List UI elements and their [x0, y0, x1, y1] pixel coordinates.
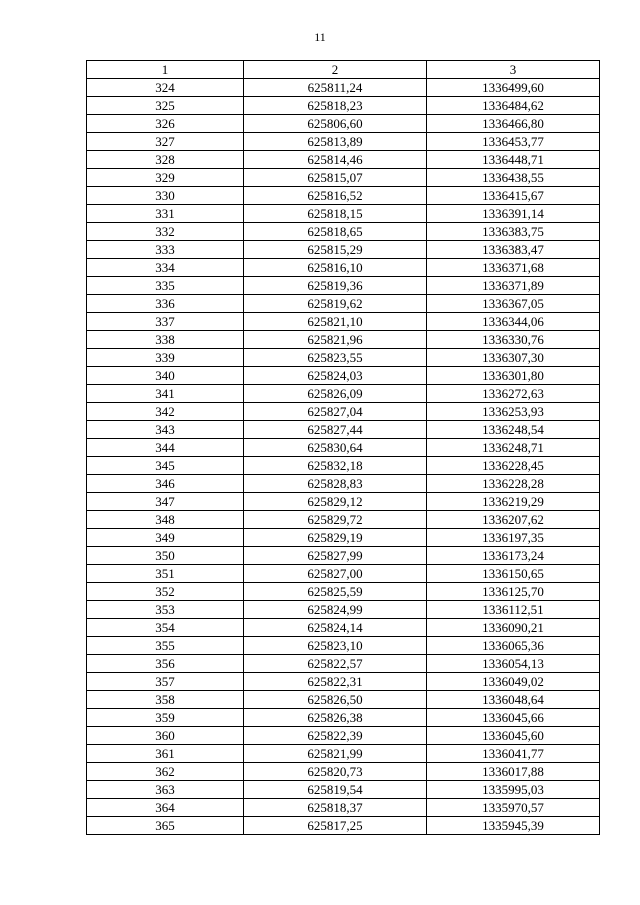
x-coordinate-cell: 625806,60: [244, 115, 427, 133]
header-row: [87, 61, 600, 79]
y-coordinate-cell: 1336466,80: [427, 115, 600, 133]
column-header-2: 2: [244, 61, 427, 79]
table-row: [87, 79, 600, 97]
x-coordinate-cell: 625827,00: [244, 565, 427, 583]
table-row: [87, 421, 600, 439]
table-row: [87, 169, 600, 187]
point-number-cell: 327: [87, 133, 244, 151]
table-row: [87, 367, 600, 385]
x-coordinate-cell: 625815,29: [244, 241, 427, 259]
table-row: [87, 331, 600, 349]
page-number: 11: [314, 30, 326, 44]
x-coordinate-cell: 625822,31: [244, 673, 427, 691]
point-number-cell: 325: [87, 97, 244, 115]
point-number-cell: 341: [87, 385, 244, 403]
point-number-cell: 352: [87, 583, 244, 601]
point-number-cell: 350: [87, 547, 244, 565]
y-coordinate-cell: 1336330,76: [427, 331, 600, 349]
x-coordinate-cell: 625829,72: [244, 511, 427, 529]
x-coordinate-cell: 625825,59: [244, 583, 427, 601]
point-number-cell: 330: [87, 187, 244, 205]
x-coordinate-cell: 625818,15: [244, 205, 427, 223]
table-row: [87, 277, 600, 295]
table-row: [87, 295, 600, 313]
point-number-cell: 335: [87, 277, 244, 295]
point-number-cell: 337: [87, 313, 244, 331]
x-coordinate-cell: 625821,96: [244, 331, 427, 349]
x-coordinate-cell: 625815,07: [244, 169, 427, 187]
y-coordinate-cell: 1336307,30: [427, 349, 600, 367]
x-coordinate-cell: 625823,55: [244, 349, 427, 367]
y-coordinate-cell: 1336049,02: [427, 673, 600, 691]
y-coordinate-cell: 1335995,03: [427, 781, 600, 799]
table-row: [87, 763, 600, 781]
y-coordinate-cell: 1336484,62: [427, 97, 600, 115]
point-number-cell: 349: [87, 529, 244, 547]
table-row: [87, 547, 600, 565]
table-row: [87, 403, 600, 421]
x-coordinate-cell: 625820,73: [244, 763, 427, 781]
y-coordinate-cell: 1336207,62: [427, 511, 600, 529]
table-header: [87, 61, 600, 79]
table-row: [87, 799, 600, 817]
table-row: [87, 457, 600, 475]
point-number-cell: 340: [87, 367, 244, 385]
y-coordinate-cell: 1336301,80: [427, 367, 600, 385]
table-row: [87, 565, 600, 583]
y-coordinate-cell: 1336448,71: [427, 151, 600, 169]
x-coordinate-cell: 625822,39: [244, 727, 427, 745]
x-coordinate-cell: 625819,54: [244, 781, 427, 799]
y-coordinate-cell: 1336045,66: [427, 709, 600, 727]
table-row: [87, 97, 600, 115]
y-coordinate-cell: 1336499,60: [427, 79, 600, 97]
point-number-cell: 357: [87, 673, 244, 691]
table-body: [87, 79, 600, 835]
table-row: [87, 439, 600, 457]
table-row: [87, 241, 600, 259]
y-coordinate-cell: 1336367,05: [427, 295, 600, 313]
table-row: [87, 259, 600, 277]
point-number-cell: 344: [87, 439, 244, 457]
table-row: [87, 115, 600, 133]
x-coordinate-cell: 625814,46: [244, 151, 427, 169]
y-coordinate-cell: 1336041,77: [427, 745, 600, 763]
x-coordinate-cell: 625818,37: [244, 799, 427, 817]
x-coordinate-cell: 625827,99: [244, 547, 427, 565]
point-number-cell: 336: [87, 295, 244, 313]
x-coordinate-cell: 625829,12: [244, 493, 427, 511]
table-row: [87, 691, 600, 709]
y-coordinate-cell: 1336248,71: [427, 439, 600, 457]
point-number-cell: 339: [87, 349, 244, 367]
y-coordinate-cell: 1336415,67: [427, 187, 600, 205]
x-coordinate-cell: 625818,65: [244, 223, 427, 241]
table-row: [87, 583, 600, 601]
table-row: [87, 205, 600, 223]
point-number-cell: 348: [87, 511, 244, 529]
x-coordinate-cell: 625826,09: [244, 385, 427, 403]
x-coordinate-cell: 625821,10: [244, 313, 427, 331]
x-coordinate-cell: 625827,04: [244, 403, 427, 421]
x-coordinate-cell: 625816,10: [244, 259, 427, 277]
point-number-cell: 362: [87, 763, 244, 781]
coordinates-table: [86, 60, 600, 835]
table-row: [87, 601, 600, 619]
y-coordinate-cell: 1336272,63: [427, 385, 600, 403]
y-coordinate-cell: 1336197,35: [427, 529, 600, 547]
x-coordinate-cell: 625816,52: [244, 187, 427, 205]
x-coordinate-cell: 625828,83: [244, 475, 427, 493]
point-number-cell: 358: [87, 691, 244, 709]
y-coordinate-cell: 1336125,70: [427, 583, 600, 601]
y-coordinate-cell: 1335945,39: [427, 817, 600, 835]
point-number-cell: 338: [87, 331, 244, 349]
y-coordinate-cell: 1336383,75: [427, 223, 600, 241]
y-coordinate-cell: 1336344,06: [427, 313, 600, 331]
x-coordinate-cell: 625821,99: [244, 745, 427, 763]
point-number-cell: 354: [87, 619, 244, 637]
y-coordinate-cell: 1336371,68: [427, 259, 600, 277]
point-number-cell: 353: [87, 601, 244, 619]
x-coordinate-cell: 625819,62: [244, 295, 427, 313]
point-number-cell: 331: [87, 205, 244, 223]
table-row: [87, 655, 600, 673]
y-coordinate-cell: 1336453,77: [427, 133, 600, 151]
table-row: [87, 187, 600, 205]
point-number-cell: 351: [87, 565, 244, 583]
x-coordinate-cell: 625827,44: [244, 421, 427, 439]
table-row: [87, 727, 600, 745]
table-row: [87, 637, 600, 655]
point-number-cell: 334: [87, 259, 244, 277]
y-coordinate-cell: 1336371,89: [427, 277, 600, 295]
x-coordinate-cell: 625824,99: [244, 601, 427, 619]
table-row: [87, 349, 600, 367]
y-coordinate-cell: 1336248,54: [427, 421, 600, 439]
point-number-cell: 326: [87, 115, 244, 133]
point-number-cell: 363: [87, 781, 244, 799]
point-number-cell: 364: [87, 799, 244, 817]
table-row: [87, 817, 600, 835]
y-coordinate-cell: 1336438,55: [427, 169, 600, 187]
point-number-cell: 345: [87, 457, 244, 475]
point-number-cell: 329: [87, 169, 244, 187]
y-coordinate-cell: 1336112,51: [427, 601, 600, 619]
point-number-cell: 355: [87, 637, 244, 655]
point-number-cell: 365: [87, 817, 244, 835]
y-coordinate-cell: 1336228,45: [427, 457, 600, 475]
point-number-cell: 359: [87, 709, 244, 727]
table-row: [87, 151, 600, 169]
y-coordinate-cell: 1336150,65: [427, 565, 600, 583]
table-row: [87, 475, 600, 493]
y-coordinate-cell: 1336228,28: [427, 475, 600, 493]
table-row: [87, 133, 600, 151]
x-coordinate-cell: 625811,24: [244, 79, 427, 97]
x-coordinate-cell: 625824,03: [244, 367, 427, 385]
x-coordinate-cell: 625824,14: [244, 619, 427, 637]
x-coordinate-cell: 625823,10: [244, 637, 427, 655]
point-number-cell: 328: [87, 151, 244, 169]
table-row: [87, 529, 600, 547]
x-coordinate-cell: 625818,23: [244, 97, 427, 115]
y-coordinate-cell: 1336219,29: [427, 493, 600, 511]
y-coordinate-cell: 1336391,14: [427, 205, 600, 223]
table-row: [87, 673, 600, 691]
x-coordinate-cell: 625817,25: [244, 817, 427, 835]
point-number-cell: 356: [87, 655, 244, 673]
table-row: [87, 385, 600, 403]
y-coordinate-cell: 1336054,13: [427, 655, 600, 673]
x-coordinate-cell: 625826,50: [244, 691, 427, 709]
y-coordinate-cell: 1336383,47: [427, 241, 600, 259]
y-coordinate-cell: 1336048,64: [427, 691, 600, 709]
table-row: [87, 511, 600, 529]
x-coordinate-cell: 625829,19: [244, 529, 427, 547]
point-number-cell: 324: [87, 79, 244, 97]
table-row: [87, 313, 600, 331]
y-coordinate-cell: 1336173,24: [427, 547, 600, 565]
y-coordinate-cell: 1336017,88: [427, 763, 600, 781]
y-coordinate-cell: 1336253,93: [427, 403, 600, 421]
table-row: [87, 223, 600, 241]
x-coordinate-cell: 625822,57: [244, 655, 427, 673]
y-coordinate-cell: 1336065,36: [427, 637, 600, 655]
point-number-cell: 342: [87, 403, 244, 421]
table-row: [87, 709, 600, 727]
x-coordinate-cell: 625826,38: [244, 709, 427, 727]
point-number-cell: 360: [87, 727, 244, 745]
point-number-cell: 333: [87, 241, 244, 259]
x-coordinate-cell: 625830,64: [244, 439, 427, 457]
column-header-3: 3: [427, 61, 600, 79]
y-coordinate-cell: 1336090,21: [427, 619, 600, 637]
table-row: [87, 493, 600, 511]
point-number-cell: 347: [87, 493, 244, 511]
point-number-cell: 346: [87, 475, 244, 493]
point-number-cell: 332: [87, 223, 244, 241]
column-header-1: 1: [87, 61, 244, 79]
point-number-cell: 361: [87, 745, 244, 763]
x-coordinate-cell: 625832,18: [244, 457, 427, 475]
x-coordinate-cell: 625819,36: [244, 277, 427, 295]
y-coordinate-cell: 1336045,60: [427, 727, 600, 745]
table-row: [87, 781, 600, 799]
x-coordinate-cell: 625813,89: [244, 133, 427, 151]
y-coordinate-cell: 1335970,57: [427, 799, 600, 817]
table-row: [87, 619, 600, 637]
table-row: [87, 745, 600, 763]
point-number-cell: 343: [87, 421, 244, 439]
